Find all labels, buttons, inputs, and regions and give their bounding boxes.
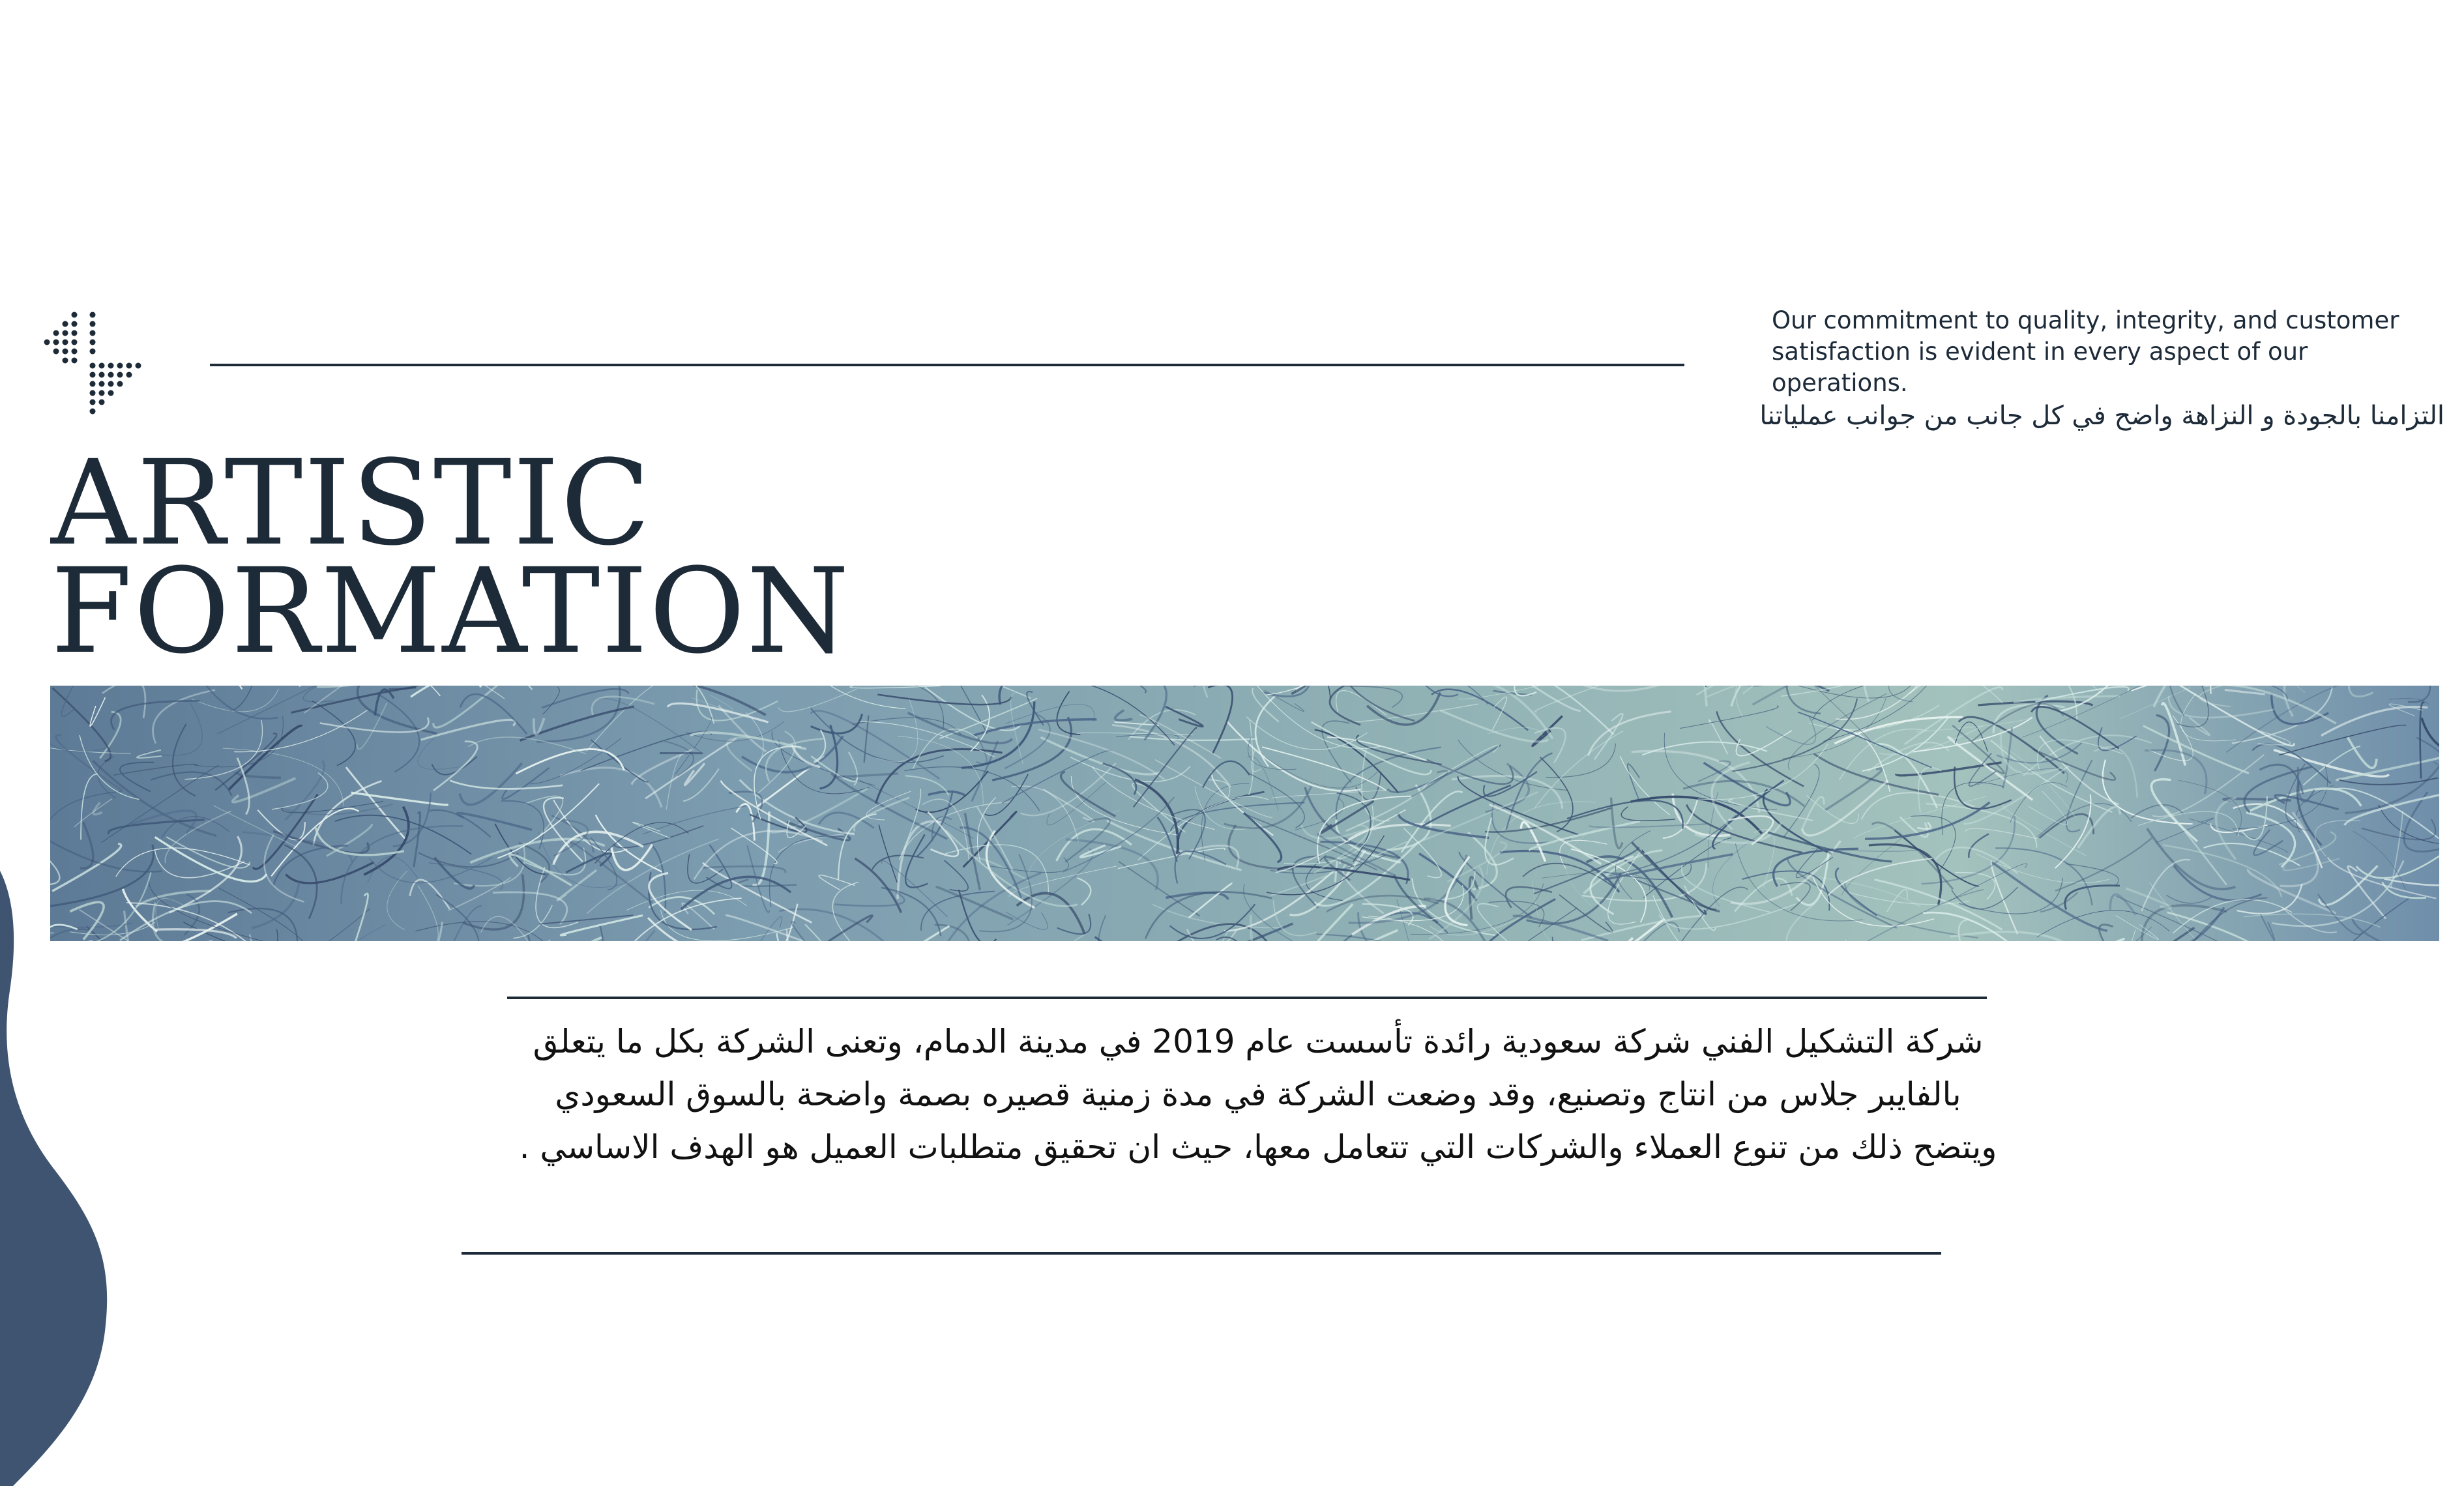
title-line-2: FORMATION [51,544,851,680]
title-line-1: ARTISTIC [51,435,652,572]
fiberglass-texture-banner [50,686,2439,941]
company-description: شركة التشكيل الفني شركة سعودية رائدة تأسست عام 2019 في مدينة الدمام، وتعنى الشركة بكل ما يتعلق بالفايبر جلاس من انتاج وتصنيع، وقد وضعت الشركة في مدة زمنية قصيره بصمة واضحة بالسوق السعودي ويتضح ذلك من تنوع العملاء والشركات التي تتعامل معها، حيث ان تحقيق متطلبات العميل هو الهدف الاساسي . [519,1023,1997,1166]
tagline [1721,305,2444,433]
paragraph-bottom-divider [462,1252,1941,1255]
paragraph-top-divider [507,997,1987,999]
tagline-english: Our commitment to quality, integrity, and customer satisfaction is evident in every aspect of our operations. [1772,306,2399,397]
tagline-arabic: التزامنا بالجودة و النزاهة واضح في كل جانب من جوانب عملياتنا [1759,401,2444,431]
header-divider [210,364,1684,366]
dotted-arrow-icon [40,310,164,420]
page-title [51,435,851,680]
